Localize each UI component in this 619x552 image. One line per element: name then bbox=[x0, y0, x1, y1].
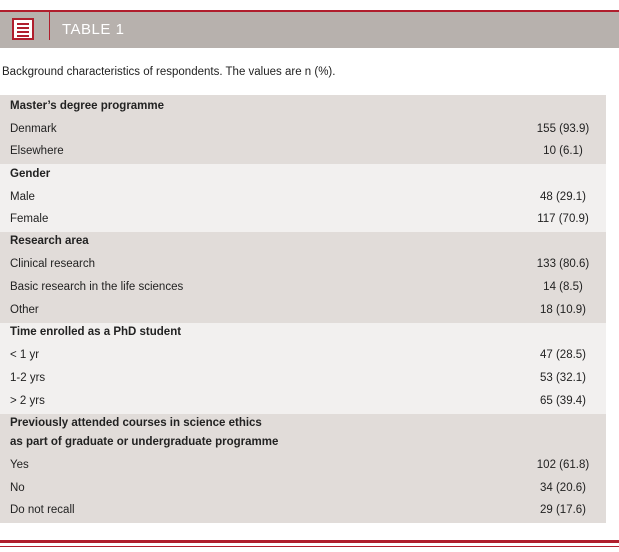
row-label: Other bbox=[10, 304, 39, 316]
row-label: < 1 yr bbox=[10, 349, 40, 361]
section-time-enrolled bbox=[0, 323, 606, 414]
row-value: 34 (20.6) bbox=[539, 482, 587, 494]
row-value: 53 (32.1) bbox=[539, 372, 587, 384]
bottom-rule bbox=[0, 540, 619, 543]
row-label: Basic research in the life sciences bbox=[10, 281, 184, 293]
section-heading: Research area bbox=[10, 235, 89, 247]
row-value: 10 (6.1) bbox=[543, 145, 583, 157]
row-value: 29 (17.6) bbox=[539, 504, 587, 516]
header-divider bbox=[49, 12, 50, 40]
row-label: Do not recall bbox=[10, 504, 75, 516]
row-label: Elsewhere bbox=[10, 145, 64, 157]
section-heading: Previously attended courses in science ethics bbox=[10, 417, 262, 429]
row-value: 18 (10.9) bbox=[539, 304, 587, 316]
section-heading: Master’s degree programme bbox=[10, 100, 165, 112]
table-icon bbox=[12, 18, 34, 40]
table-header bbox=[0, 12, 619, 48]
row-value: 48 (29.1) bbox=[539, 191, 587, 203]
row-label: Male bbox=[10, 191, 35, 203]
table-title: TABLE 1 bbox=[62, 21, 125, 38]
row-value: 65 (39.4) bbox=[539, 395, 587, 407]
row-label: Female bbox=[10, 213, 49, 225]
table-caption: Background characteristics of respondents. The values are n (%). bbox=[2, 66, 336, 78]
row-value: 14 (8.5) bbox=[543, 281, 583, 293]
row-value: 102 (61.8) bbox=[536, 459, 590, 471]
section-heading: Time enrolled as a PhD student bbox=[10, 326, 182, 338]
row-label: > 2 yrs bbox=[10, 395, 45, 407]
row-label: Denmark bbox=[10, 123, 57, 135]
section-previous-courses bbox=[0, 414, 606, 523]
section-research-area bbox=[0, 232, 606, 323]
row-label: Clinical research bbox=[10, 258, 96, 270]
row-value: 133 (80.6) bbox=[536, 258, 590, 270]
section-heading: Gender bbox=[10, 168, 51, 180]
section-masters-degree bbox=[0, 95, 606, 164]
row-value: 155 (93.9) bbox=[536, 123, 590, 135]
row-label: No bbox=[10, 482, 25, 494]
row-label: Yes bbox=[10, 459, 29, 471]
section-gender bbox=[0, 164, 606, 232]
row-label: 1-2 yrs bbox=[10, 372, 46, 384]
bottom-rule-thin bbox=[0, 546, 619, 547]
row-value: 117 (70.9) bbox=[537, 213, 589, 225]
section-heading-line2: as part of graduate or undergraduate programme bbox=[10, 436, 279, 448]
row-value: 47 (28.5) bbox=[539, 349, 587, 361]
